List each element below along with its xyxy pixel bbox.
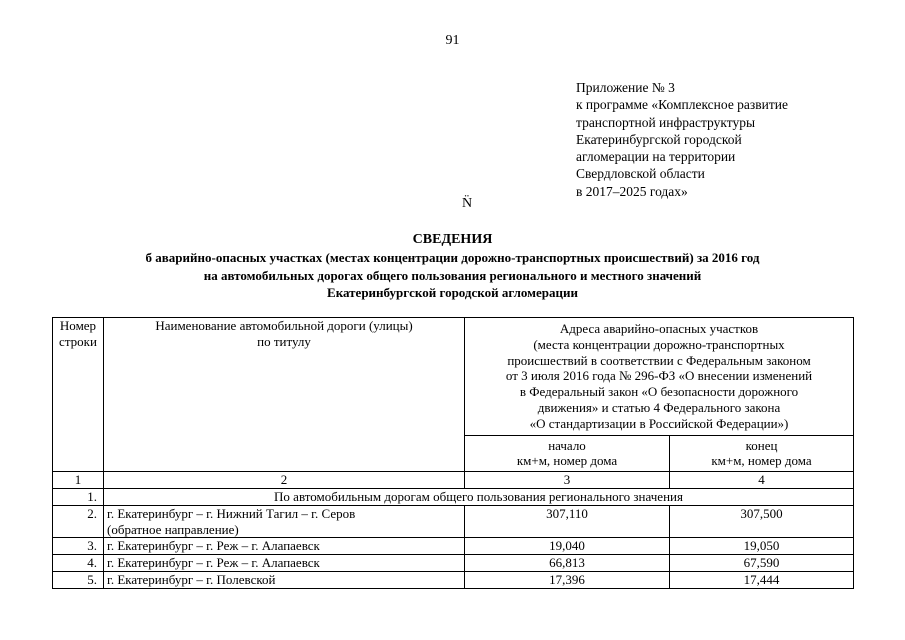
header-text: движения» и статью 4 Федерального закона (537, 399, 781, 415)
column-number: 2 (104, 472, 465, 489)
header-text: Адреса аварийно-опасных участков (559, 321, 759, 336)
row-number: 3. (53, 538, 104, 555)
row-number: 4. (53, 555, 104, 572)
appendix-note (576, 79, 788, 200)
document-title: СВЕДЕНИЯ (412, 232, 493, 247)
start-value: 307,110 (465, 505, 670, 538)
table-row (53, 505, 854, 538)
header-text: в Федеральный закон «О безопасности дорожного (519, 384, 799, 400)
header-text: происшествий в соответствии с Федеральным законом (507, 352, 811, 368)
subtitle-line: б аварийно-опасных участках (местах концентрации дорожно-транспортных происшествий) за 2016 год (145, 250, 760, 265)
end-value: 67,590 (670, 555, 854, 572)
header-row-number (53, 318, 104, 472)
header-text: Наименование автомобильной дороги (улицы) (155, 318, 413, 333)
start-value: 66,813 (465, 555, 670, 572)
section-row (53, 488, 854, 505)
appendix-line: Свердловской области (576, 166, 705, 182)
header-text: от 3 июля 2016 года № 296-ФЗ «О внесении изменений (505, 368, 813, 384)
accident-sites-table (52, 317, 854, 589)
header-text: Номер (59, 318, 97, 333)
road-line: (обратное направление) (107, 521, 239, 537)
road-name: г. Екатеринбург – г. Реж – г. Алапаевск (104, 555, 465, 572)
start-value: 19,040 (465, 538, 670, 555)
header-text: «О стандартизации в Российской Федерации») (529, 415, 789, 431)
row-number: 1. (53, 488, 104, 505)
number-mark: N̈ (462, 196, 473, 211)
header-start (465, 435, 670, 472)
table-row (53, 555, 854, 572)
end-value: 307,500 (670, 505, 854, 538)
table-row (53, 571, 854, 588)
header-text: (места концентрации дорожно-транспортных (533, 336, 785, 352)
header-road-name (104, 318, 465, 472)
page-number: 91 (445, 33, 460, 48)
appendix-line: Екатеринбургской городской (576, 131, 742, 147)
road-name: г. Екатеринбург – г. Полевской (104, 571, 465, 588)
column-number: 4 (670, 472, 854, 489)
end-value: 19,050 (670, 538, 854, 555)
header-addresses (465, 318, 854, 436)
header-end (670, 435, 854, 472)
row-number: 2. (53, 505, 104, 538)
road-line: г. Екатеринбург – г. Нижний Тагил – г. Серов (107, 505, 356, 521)
subtitle-line: на автомобильных дорогах общего пользования регионального и местного значений (203, 267, 702, 283)
header-text: начало (548, 437, 586, 453)
appendix-line: агломерации на территории (576, 149, 736, 165)
road-name (104, 505, 465, 538)
appendix-line: Приложение № 3 (576, 80, 675, 95)
column-number: 1 (53, 472, 104, 489)
end-value: 17,444 (670, 571, 854, 588)
table-row (53, 538, 854, 555)
row-number: 5. (53, 571, 104, 588)
column-number: 3 (465, 472, 670, 489)
header-text: по титулу (257, 333, 311, 349)
appendix-line: в 2017–2025 годах» (576, 183, 688, 199)
subtitle-line: Екатеринбургской городской агломерации (327, 285, 578, 300)
start-value: 17,396 (465, 571, 670, 588)
appendix-line: транспортной инфраструктуры (576, 114, 756, 130)
header-text: км+м, номер дома (516, 453, 618, 469)
header-text: конец (745, 437, 778, 453)
header-text: строки (59, 333, 97, 349)
section-title: По автомобильным дорогам общего пользования регионального значения (104, 488, 854, 505)
document-subtitle (0, 249, 905, 302)
road-name: г. Екатеринбург – г. Реж – г. Алапаевск (104, 538, 465, 555)
column-number-row (53, 472, 854, 489)
header-text: км+м, номер дома (711, 453, 812, 469)
appendix-line: к программе «Комплексное развитие (576, 97, 788, 113)
